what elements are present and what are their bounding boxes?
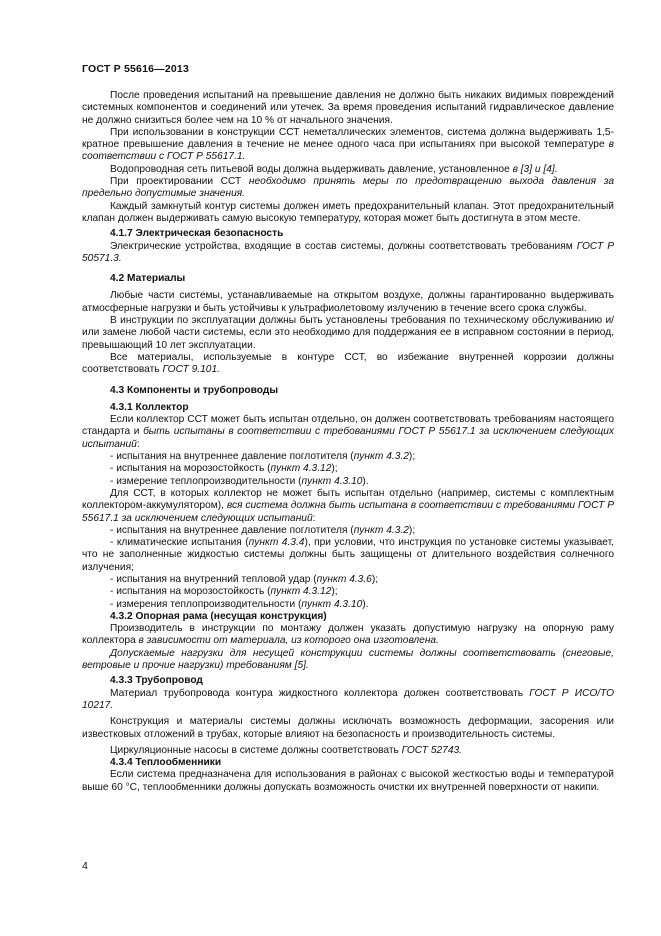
text-run: ); xyxy=(371,573,379,585)
text-run: Электрические устройства, входящие в состав системы, должны соответствовать требованиям xyxy=(110,240,577,252)
paragraph xyxy=(82,290,614,315)
reference-text: пункт 4.3.4 xyxy=(248,537,305,549)
text-run: При использовании в конструкции ССТ неметаллических элементов, система должна выдерживать 1,5-кратное превышение давления в течение не менее одного часа при испытаниях при высокой температуре xyxy=(82,126,614,151)
text-run: ). xyxy=(362,598,369,610)
paragraph xyxy=(82,623,614,648)
text-run: Каждый замкнутый контур системы должен иметь предохранительный клапан. Этот предохранительный клапан должен выдерживать самую высокую температуру, которая может быть достигнута в этом месте. xyxy=(82,200,614,224)
text-run: ); xyxy=(331,586,338,598)
document-body xyxy=(82,90,614,794)
text-run: Материал трубопровода контура жидкостного коллектора должен соответствовать xyxy=(110,687,530,699)
text-run: Любые части системы, устанавливаемые на открытом воздухе, должны гарантированно выдерживать атмосферные нагрузки и быть устойчивы к ультрафиолетовому излучению в течение всего срока службы. xyxy=(82,290,614,314)
reference-text: необходимо принять меры по предотвращению выхода давления за предельно допустимые значения. xyxy=(82,176,614,200)
text-run: - испытания на внутреннее давление поглотителя ( xyxy=(110,524,354,536)
paragraph xyxy=(82,769,614,794)
reference-text: ГОСТ Р 50571.3. xyxy=(82,240,614,264)
text-run: В инструкции по эксплуатации должны быть установлены требования по техническому обслуживанию и/или замене любой части системы, если это необходимо для поддержания ее в исправном состоянии в период, превышающий 10 лет эксплуатации. xyxy=(82,315,614,351)
reference-text: ГОСТ 9.101. xyxy=(162,364,220,376)
reference-text: вся система должна быть испытана в соответствии с требованиями ГОСТ Р 55617.1 за исключением следующих испытаний xyxy=(82,500,614,524)
text-run: ); xyxy=(408,451,416,463)
reference-text: в зависимости от материала, из которого она изготовлена. xyxy=(138,635,439,647)
text-run: 4.3.4 Теплообменники xyxy=(110,757,222,769)
text-run: После проведения испытаний на превышение давления не должно быть никаких видимых повреждений системных компонентов и соединений или утечек. За время проведения испытаний гидравлическое давление не должно снизиться более чем на 10 % от начального значения. xyxy=(82,90,614,126)
paragraph xyxy=(82,716,614,741)
paragraph xyxy=(82,745,614,757)
paragraph xyxy=(82,164,614,176)
reference-text: пункт 4.3.12 xyxy=(270,463,332,475)
text-run: - измерение теплопроизводительности ( xyxy=(110,475,302,487)
text-run: ), при условии, что инструкция по установке системы указывает, что не заполненные жидкостью системы должны быть защищены от длительного воздействия солнечного излучения; xyxy=(82,537,614,573)
list-item xyxy=(82,525,614,537)
text-run: - испытания на морозостойкость ( xyxy=(110,463,271,475)
text-run: 4.3.2 Опорная рама (несущая конструкция) xyxy=(110,610,327,622)
text-run: Производитель в инструкции по монтажу должен указать допустимую нагрузку на опорную раму коллектора xyxy=(82,623,614,647)
list-item xyxy=(82,586,614,598)
list-item xyxy=(82,463,614,475)
text-run: 4.3.3 Трубопровод xyxy=(110,675,203,687)
reference-text: пункт 4.3.10 xyxy=(301,598,363,610)
text-run: Циркуляционные насосы в системе должны соответствовать xyxy=(110,744,402,756)
paragraph xyxy=(82,201,614,226)
reference-text: в [3] и [4]. xyxy=(512,163,558,175)
paragraph xyxy=(82,90,614,127)
text-run: : xyxy=(312,512,316,524)
text-run: Водопроводная сеть питьевой воды должна выдерживать давление, установленное xyxy=(110,163,513,175)
text-run: - испытания на внутренний тепловой удар ( xyxy=(110,573,317,585)
text-run: Если система предназначена для использования в районах с высокой жесткостью воды и температурой выше 60 °С, теплообменники должны допускать возможность очистки их внутренней поверхности от накипи. xyxy=(82,769,614,793)
text-run: - испытания на морозостойкость ( xyxy=(110,586,271,598)
paragraph xyxy=(82,127,614,164)
reference-text: пункт 4.3.6 xyxy=(316,573,372,585)
paragraph xyxy=(82,414,614,451)
section-heading xyxy=(82,385,614,397)
text-run: - измерения теплопроизводительности ( xyxy=(110,598,302,610)
section-heading xyxy=(82,675,614,687)
text-run: Для ССТ, в которых коллектор не может быть испытан отдельно (например, системы с комплектным коллектором-аккумулятором), xyxy=(82,487,614,512)
text-run: ). xyxy=(362,475,369,487)
reference-text: быть испытаны в соответствии с требованиями ГОСТ Р 55617.1 за исключением следующих испытаний xyxy=(82,426,614,450)
text-run: ); xyxy=(331,463,338,475)
reference-text: Допускаемые нагрузки для несущей конструкции системы должны соответствовать (снеговые, ветровые и прочие нагрузки) требованиям [5]. xyxy=(82,647,614,672)
text-run: 4.1.7 Электрическая безопасность xyxy=(110,228,284,240)
text-run: Если коллектор ССТ может быть испытан отдельно, он должен соответствовать требованиям настоящего стандарта и xyxy=(82,414,614,438)
text-run: ); xyxy=(408,524,416,536)
reference-text: ГОСТ Р ИСО/ТО 10217. xyxy=(82,687,614,711)
text-run: При проектировании ССТ xyxy=(110,176,249,188)
paragraph xyxy=(82,315,614,352)
section-heading xyxy=(82,228,614,240)
text-run: : xyxy=(136,438,140,450)
reference-text: пункт 4.3.10 xyxy=(301,475,363,487)
text-run: 4.3 Компоненты и трубопроводы xyxy=(110,384,279,396)
text-run: Конструкция и материалы системы должны исключать возможность деформации, засорения или известковых отложений в трубах, которые влияют на безопасность и производительность системы. xyxy=(82,716,614,740)
section-heading xyxy=(82,402,614,414)
paragraph xyxy=(82,537,614,574)
list-item xyxy=(82,476,614,488)
text-run: - климатические испытания ( xyxy=(110,537,249,549)
paragraph xyxy=(82,688,614,713)
text-run: 4.2 Материалы xyxy=(110,273,186,285)
reference-text: пункт 4.3.2 xyxy=(353,451,409,463)
reference-text: в соответствии с ГОСТ Р 55617.1. xyxy=(82,139,614,163)
section-heading xyxy=(82,273,614,285)
text-run: - испытания на внутреннее давление поглотителя ( xyxy=(110,451,354,463)
text-run: 4.3.1 Коллектор xyxy=(110,401,189,413)
page-number: 4 xyxy=(82,860,88,872)
list-item xyxy=(82,451,614,463)
list-item xyxy=(82,599,614,611)
paragraph xyxy=(82,241,614,266)
paragraph xyxy=(82,488,614,525)
paragraph xyxy=(82,648,614,673)
text-run: Все материалы, используемые в контуре ССТ, во избежание внутренней коррозии должны соответствовать xyxy=(82,351,614,376)
reference-text: пункт 4.3.2 xyxy=(353,524,409,536)
section-heading xyxy=(82,611,614,623)
reference-text: ГОСТ 52743. xyxy=(401,744,463,756)
list-item xyxy=(82,574,614,586)
document-header: ГОСТ Р 55616—2013 xyxy=(82,63,190,75)
section-heading xyxy=(82,757,614,769)
paragraph xyxy=(82,176,614,201)
reference-text: пункт 4.3.12 xyxy=(270,586,332,598)
paragraph xyxy=(82,352,614,377)
